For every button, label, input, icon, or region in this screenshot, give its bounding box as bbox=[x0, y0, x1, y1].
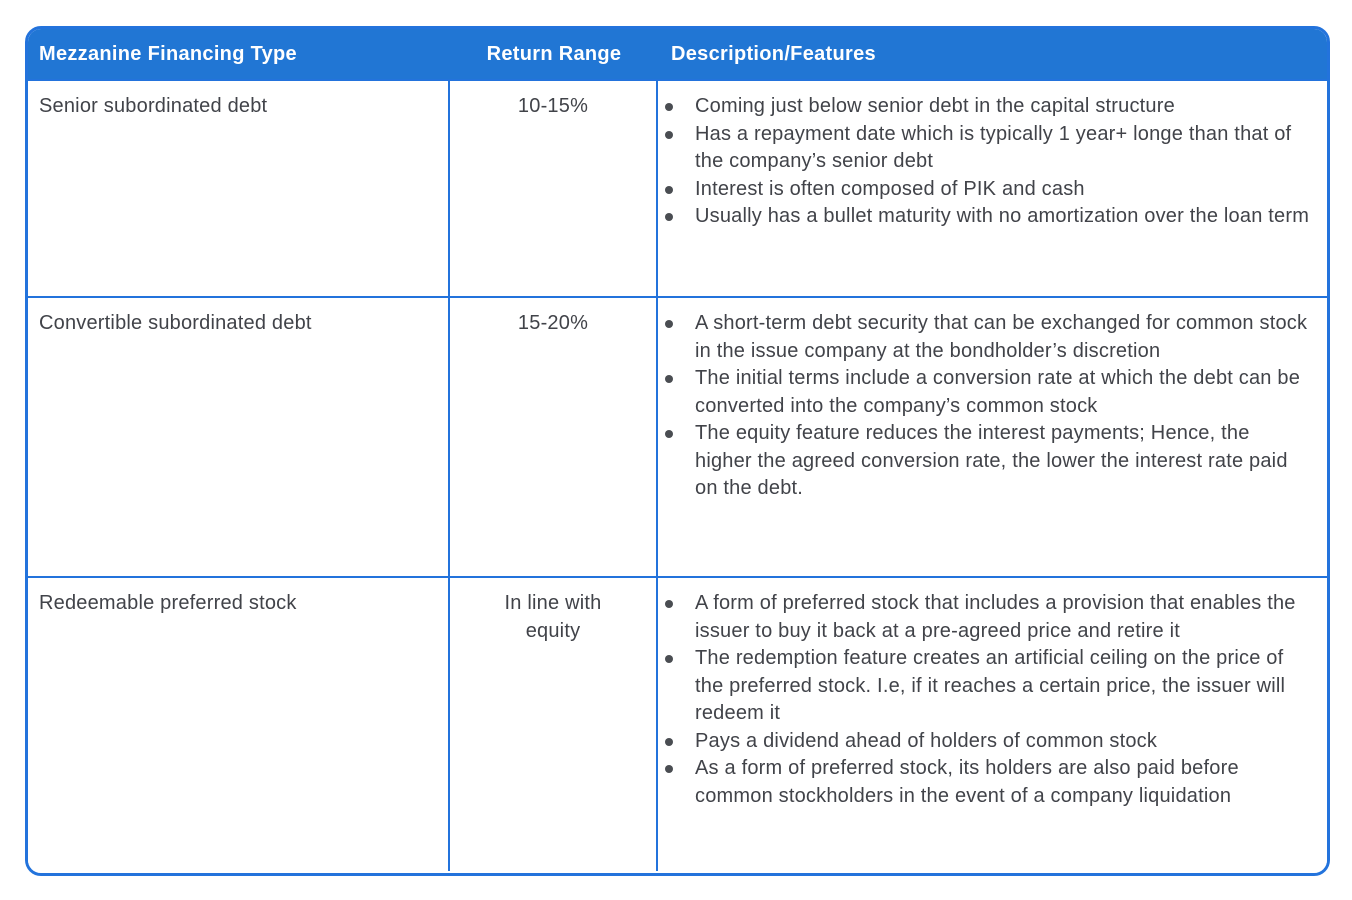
feature-item: Interest is often composed of PIK and cash bbox=[658, 176, 1310, 204]
table-header-row bbox=[28, 29, 1327, 79]
features-list bbox=[658, 590, 1310, 810]
column-header-return-range: Return Range bbox=[486, 42, 622, 65]
feature-item: A short-term debt security that can be exchanged for common stock in the issue company at the bondholder’s discretion bbox=[658, 310, 1310, 365]
feature-item: Has a repayment date which is typically 1 year+ longe than that of the company’s senior debt bbox=[658, 121, 1310, 176]
financing-type-cell: Senior subordinated debt bbox=[28, 81, 450, 296]
feature-item: A form of preferred stock that includes a provision that enables the issuer to buy it back at a pre-agreed price and retire it bbox=[658, 590, 1310, 645]
feature-item: Coming just below senior debt in the capital structure bbox=[658, 93, 1310, 121]
table-row-redeemable-preferred-stock bbox=[28, 576, 1327, 871]
features-cell bbox=[658, 298, 1327, 576]
features-cell bbox=[658, 578, 1327, 871]
financing-type-cell: Redeemable preferred stock bbox=[28, 578, 450, 871]
feature-item: As a form of preferred stock, its holders are also paid before common stockholders in the event of a company liquidation bbox=[658, 755, 1310, 810]
features-cell bbox=[658, 81, 1327, 296]
table-row-senior-subordinated-debt bbox=[28, 79, 1327, 296]
return-range-cell: In line with equity bbox=[450, 578, 658, 871]
feature-item: The equity feature reduces the interest payments; Hence, the higher the agreed conversion rate, the lower the interest rate paid on the debt. bbox=[658, 420, 1310, 503]
features-list bbox=[658, 310, 1310, 503]
table-row-convertible-subordinated-debt bbox=[28, 296, 1327, 576]
feature-item: Usually has a bullet maturity with no amortization over the loan term bbox=[658, 203, 1310, 231]
feature-item: The redemption feature creates an artificial ceiling on the price of the preferred stock. I.e, if it reaches a certain price, the issuer will redeem it bbox=[658, 645, 1310, 728]
column-header-description-features: Description/Features bbox=[671, 42, 876, 65]
column-header-financing-type: Mezzanine Financing Type bbox=[39, 42, 297, 65]
feature-item: The initial terms include a conversion rate at which the debt can be converted into the company’s common stock bbox=[658, 365, 1310, 420]
return-range-cell: 10-15% bbox=[450, 81, 658, 296]
feature-item: Pays a dividend ahead of holders of common stock bbox=[658, 728, 1310, 756]
mezzanine-financing-table bbox=[25, 26, 1330, 876]
features-list bbox=[658, 93, 1310, 231]
return-range-cell: 15-20% bbox=[450, 298, 658, 576]
financing-type-cell: Convertible subordinated debt bbox=[28, 298, 450, 576]
